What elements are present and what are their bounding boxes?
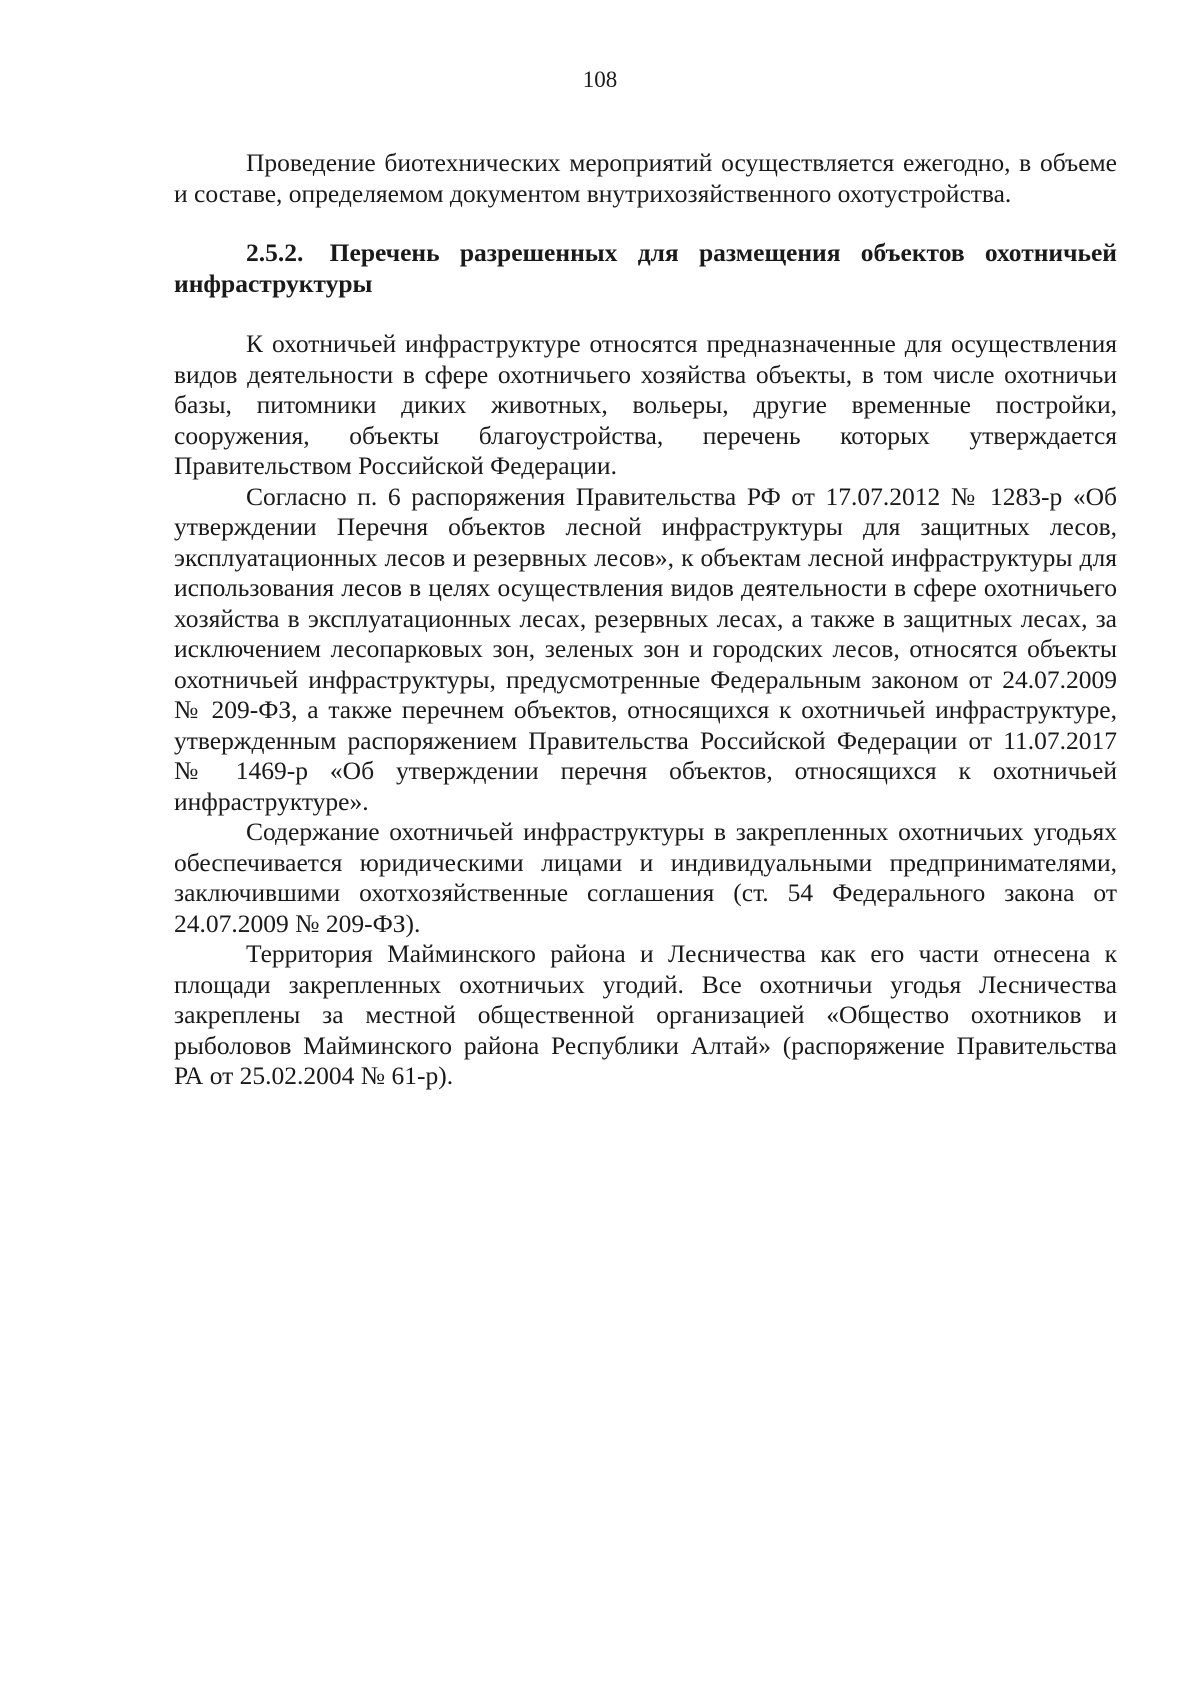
document-body bbox=[174, 148, 1117, 1092]
section-heading bbox=[174, 237, 1117, 299]
section-number: 2.5.2. bbox=[246, 238, 304, 267]
paragraph-infrastructure-definition: К охотничьей инфраструктуре относятся предназначенные для осуществления видов деятельности в сфере охотничьего хозяйства объекты, в том числе охотничьи базы, питомники диких животных, вольеры, другие временные постройки, сооружения, объекты благоустройства, перечень которых утверждается Правительством Российской Федерации. bbox=[174, 329, 1117, 480]
intro-paragraph: Проведение биотехнических мероприятий осуществляется ежегодно, в объеме и составе, определяемом документом внутрихозяйственного охотустройства. bbox=[174, 148, 1117, 208]
paragraph-government-order: Согласно п. 6 распоряжения Правительства РФ от 17.07.2012 № 1283-р «Об утверждении Перечня объектов лесной инфраструктуры для защитных лесов, эксплуатационных лесов и резервных лесов», к объектам лесной инфраструктуры для использования лесов в целях осуществления видов деятельности в сфере охотничьего хозяйства в эксплуатационных лесах, резервных лесах, а также в защитных лесах, за исключением лесопарковых зон, зеленых зон и городских лесов, относятся объекты охотничьей инфраструктуры, предусмотренные Федеральным законом от 24.07.2009 № 209-ФЗ, а также перечнем объектов, относящихся к охотничьей инфраструктуре, утвержденным распоряжением Правительства Российской Федерации от 11.07.2017 № 1469-р «Об утверждении перечня объектов, относящихся к охотничьей инфраструктуре». bbox=[174, 481, 1117, 816]
paragraph-maintenance: Содержание охотничьей инфраструктуры в закрепленных охотничьих угодьях обеспечивается юридическими лицами и индивидуальными предпринимателями, заключившими охотхозяйственные соглашения (ст. 54 Федерального закона от 24.07.2009 № 209-ФЗ). bbox=[174, 817, 1117, 938]
section-title: Перечень разрешенных для размещения объектов охотничьей инфраструктуры bbox=[174, 238, 1118, 298]
page-number: 108 bbox=[582, 67, 618, 92]
paragraph-territory: Территория Майминского района и Лесничества как его части отнесена к площади закрепленных охотничьих угодий. Все охотничьи угодья Лесничества закреплены за местной общественной организацией «Общество охотников и рыболовов Майминского района Республики Алтай» (распоряжение Правительства РА от 25.02.2004 № 61-р). bbox=[174, 939, 1117, 1090]
